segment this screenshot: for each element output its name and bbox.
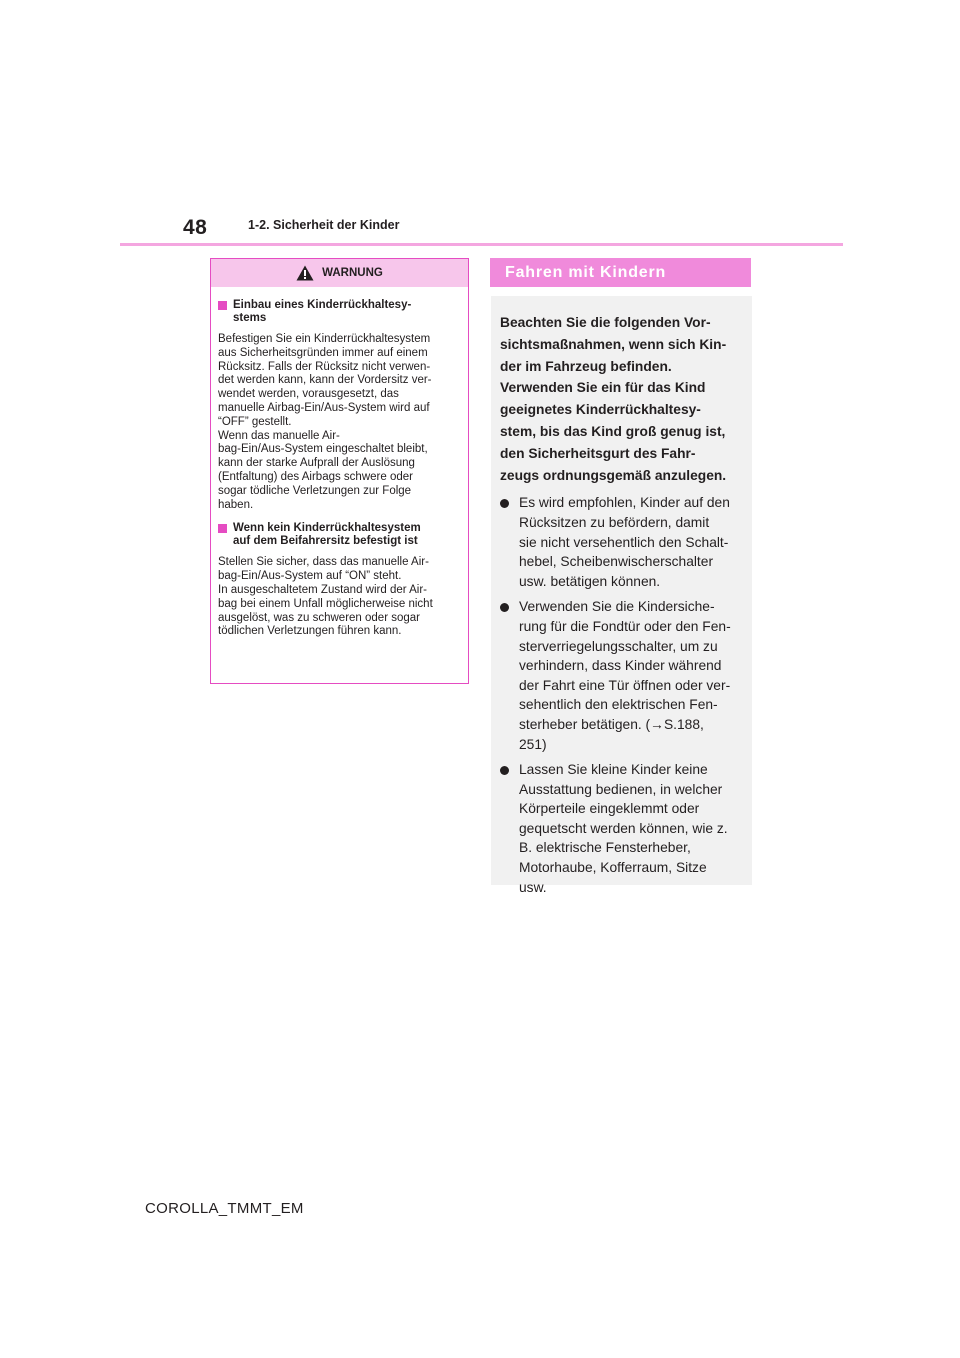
document-code: COROLLA_TMMT_EM: [145, 1200, 304, 1217]
bullet-dot-icon: [500, 499, 509, 508]
list-item: [500, 597, 740, 754]
list-item-text: Es wird empfohlen, Kinder auf den Rücksitzen zu befördern, damit sie nicht versehentlich den Schalt- hebel, Scheibenwischerschalter usw. betätigen können.: [519, 495, 730, 589]
list-item-text: Lassen Sie kleine Kinder keine Ausstattung bedienen, in welcher Körperteile eingeklemmt oder gequetscht werden können, wie z. B. elektrische Fensterheber, Motorhaube, Kofferraum, Sitze usw.: [519, 762, 728, 895]
warning-heading-2: [218, 522, 456, 548]
header-rule: [120, 243, 843, 246]
section-title: 1-2. Sicherheit der Kinder: [248, 218, 400, 232]
intro-text: Beachten Sie die folgenden Vor- sichtsmaßnahmen, wenn sich Kin- der im Fahrzeug befinden. Verwenden Sie ein für das Kind geeignetes Kinderrückhaltesy- stem, bis das Kind groß genug ist, den Sicherheitsgurt des Fahr- zeugs ordnungsgemäß anzulegen.: [500, 315, 727, 483]
warning-heading-text-1: Einbau eines Kinderrückhaltesy- stems: [233, 299, 412, 324]
warning-body: [211, 287, 468, 639]
bullet-dot-icon: [500, 603, 509, 612]
page-number: 48: [183, 216, 208, 239]
info-panel: [491, 296, 752, 895]
list-item-text: Verwenden Sie die Kindersiche- rung für die Fondtür oder den Fen- sterverriegelungsschalter, um zu verhindern, dass Kinder während der Fahrt eine Tür öffnen oder ver- sehentlich den elektrischen Fen- sterheber betätigen. (→S.188, 251): [519, 599, 731, 752]
warning-heading-1: [218, 299, 456, 325]
warning-text-1: Befestigen Sie ein Kinderrückhaltesystem aus Sicherheitsgründen immer auf einem Rücksitz. Falls der Rücksitz nicht verwen- det werden kann, kann der Vordersitz ver- wendet werden, vorausgesetzt, das manuelle Airbag-Ein/Aus-System wird auf “OFF” gestellt. Wenn das manuelle Air- bag-Ein/Aus-System eingeschaltet bleibt, kann der starke Aufprall der Auslösung (Entfaltung) des Airbags schwere oder sogar tödliche Verletzungen zur Folge haben.: [218, 333, 432, 511]
square-bullet-icon: [218, 524, 227, 533]
warning-text-2: Stellen Sie sicher, dass das manuelle Air- bag-Ein/Aus-System auf “ON” steht. In ausgeschaltetem Zustand wird der Air- bag bei einem Unfall möglicherweise nicht ausgelöst, was zu schweren oder sogar tödlichen Verletzungen führen kann.: [218, 556, 433, 638]
warning-triangle-icon: [296, 265, 314, 281]
warning-header: [211, 259, 468, 287]
list-item: [500, 493, 740, 591]
warning-heading-text-2: Wenn kein Kinderrückhaltesystem auf dem Beifahrersitz befestigt ist: [233, 522, 421, 548]
warning-label: WARNUNG: [322, 267, 383, 279]
bullet-dot-icon: [500, 766, 509, 775]
square-bullet-icon: [218, 301, 227, 310]
warning-box: [210, 258, 469, 684]
list-item: [500, 760, 740, 897]
section-banner: Fahren mit Kindern: [490, 258, 751, 287]
